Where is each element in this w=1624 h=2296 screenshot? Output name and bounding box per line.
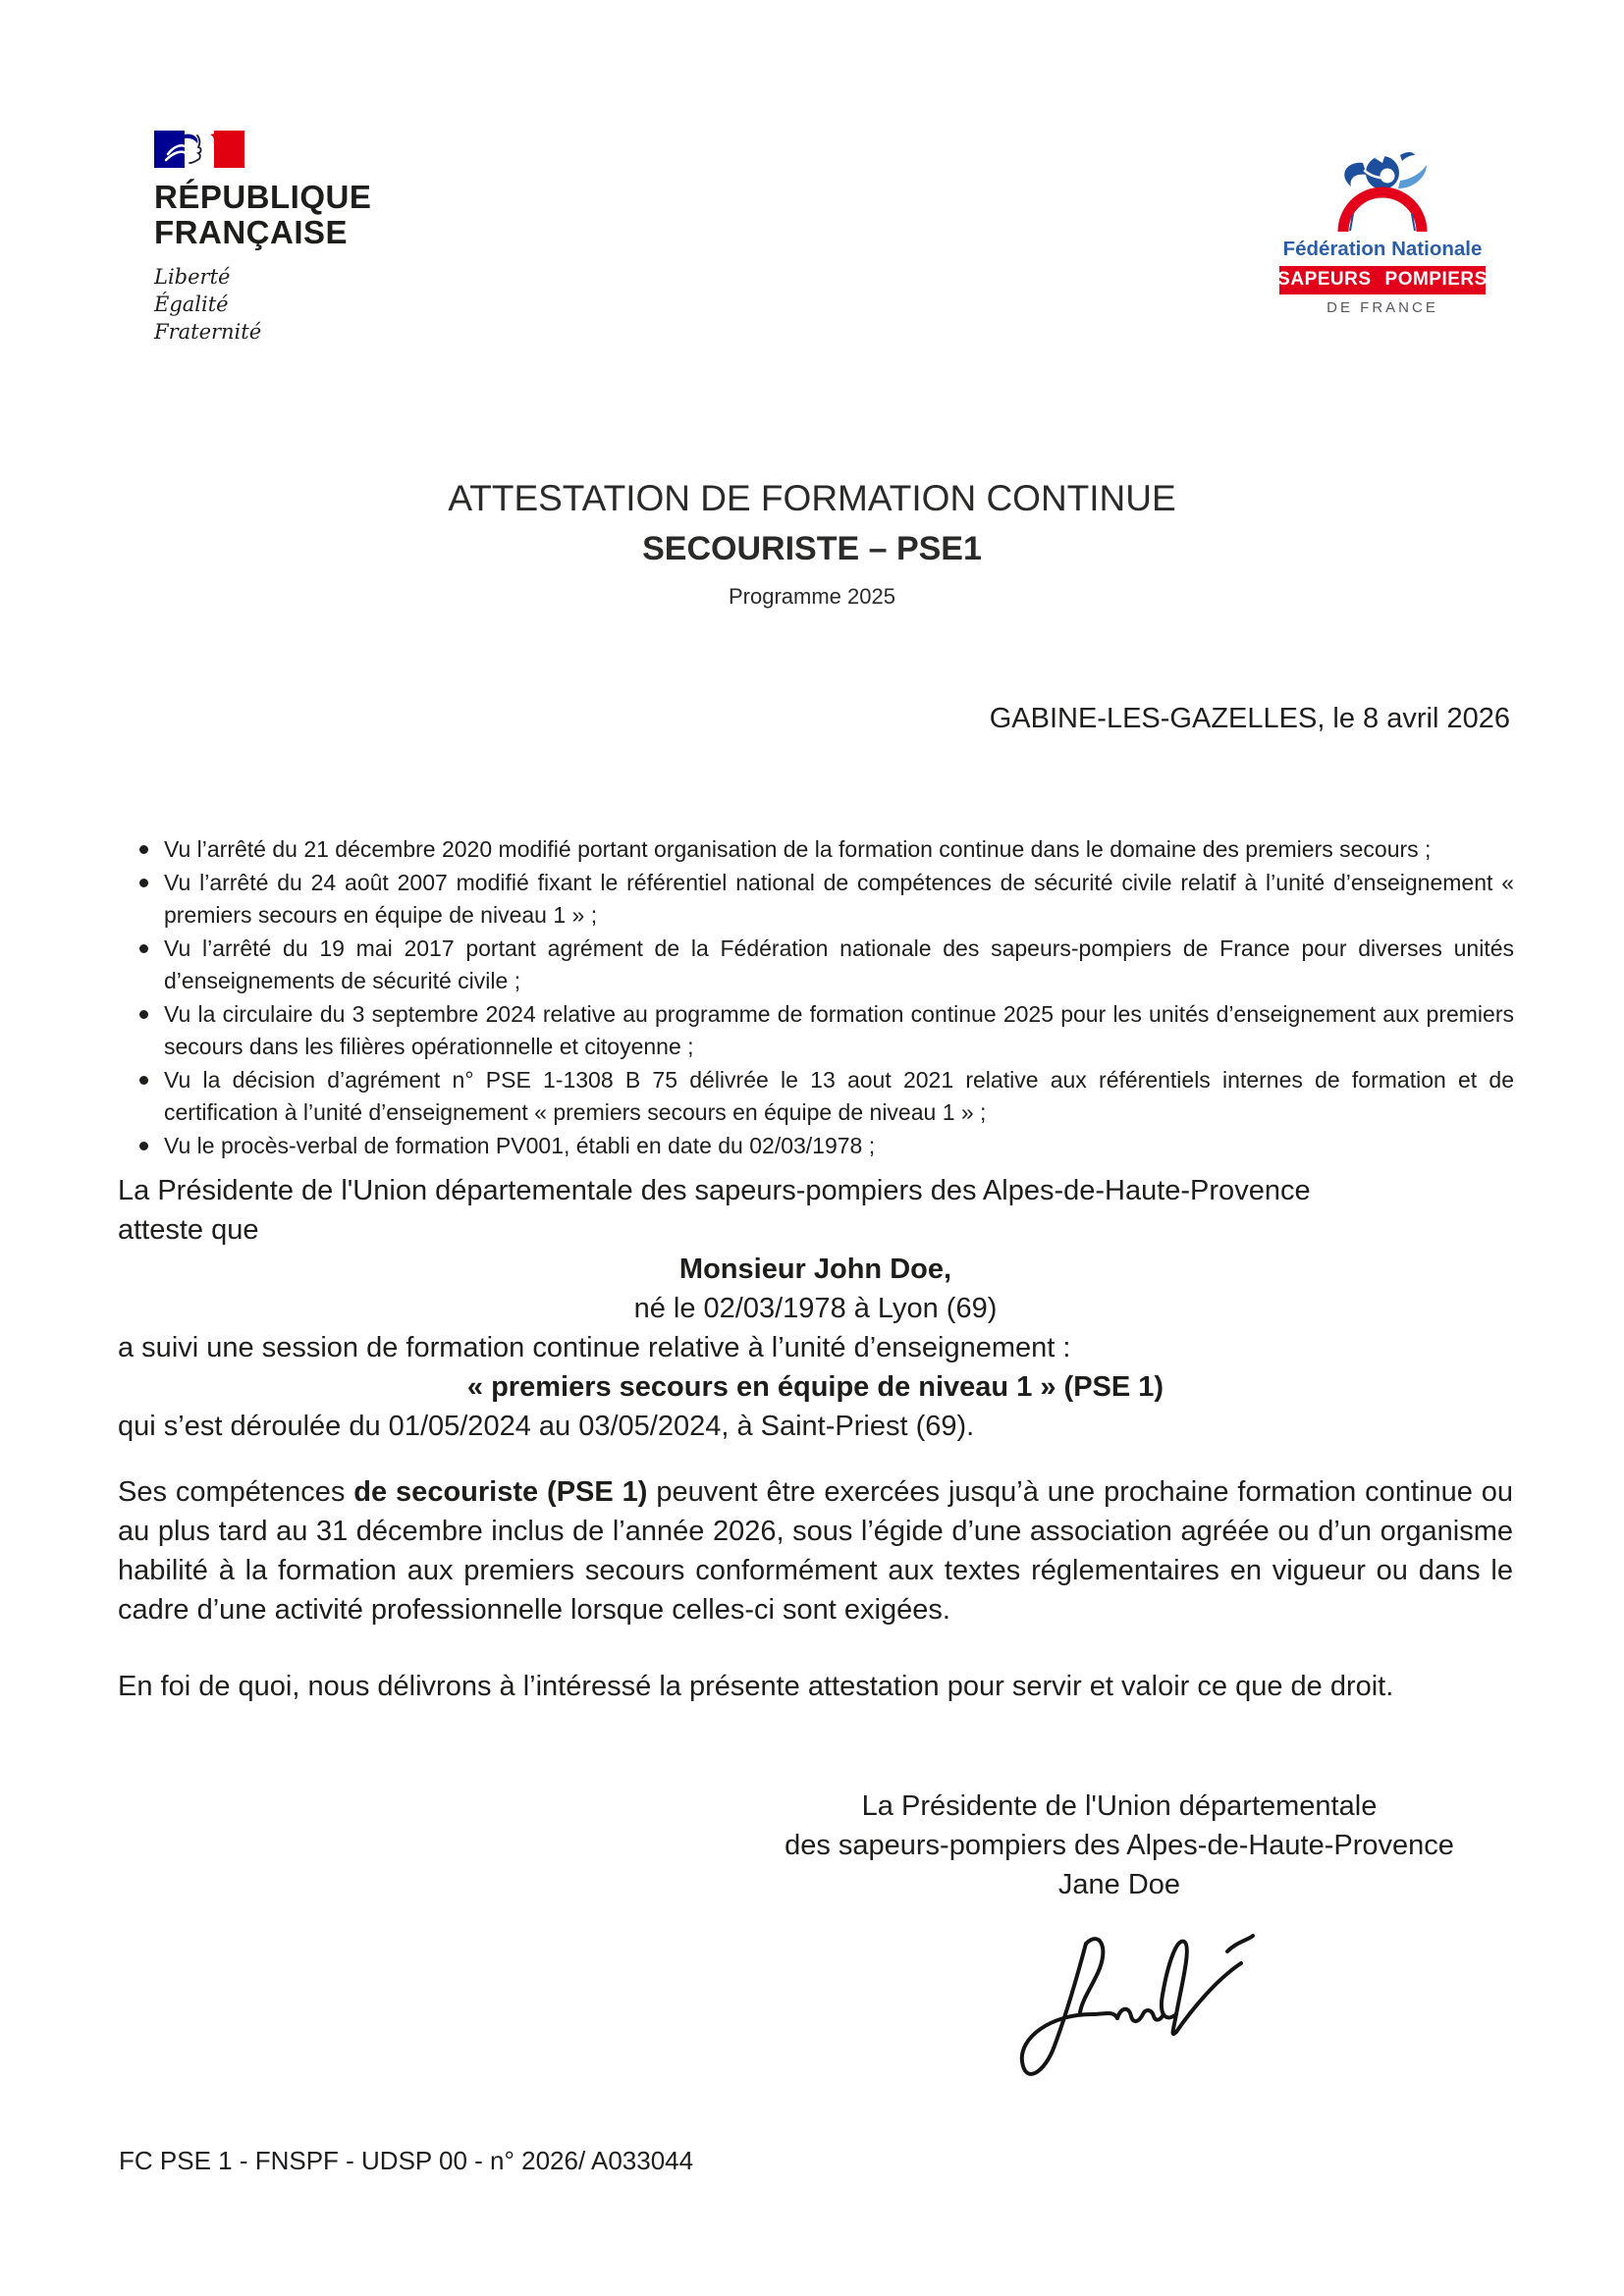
attestation-subtitle: SECOURISTE – PSE1	[642, 530, 982, 567]
footer-reference: FC PSE 1 - FNSPF - UDSP 00 - n° 2026/ A033044	[119, 2146, 694, 2175]
title-block	[0, 478, 1624, 610]
motto-egalite: Égalité	[154, 293, 229, 316]
unit-line: « premiers secours en équipe de niveau 1 » (PSE 1)	[466, 1371, 1164, 1403]
banner-word-pompiers: POMPIERS	[1384, 269, 1488, 290]
signatory-name: Jane Doe	[1057, 1869, 1181, 1900]
separator-icon	[1377, 277, 1380, 284]
reference-item: Vu le procès-verbal de formation PV001, établi en date du 02/03/1978 ;	[137, 1130, 1514, 1162]
signatory-title-line1: La Présidente de l'Union départementale	[861, 1790, 1378, 1822]
place-date-line: GABINE-LES-GAZELLES, le 8 avril 2026	[989, 703, 1510, 734]
republique-motto	[154, 263, 371, 346]
motto-fraternite: Fraternité	[154, 320, 262, 344]
reference-item: Vu l’arrêté du 19 mai 2017 portant agrément de la Fédération nationale des sapeurs-pompiers de France pour diverses unités d’enseignements de sécurité civile ;	[137, 933, 1514, 997]
marianne-flag-icon	[154, 131, 244, 168]
intro-line-1: La Présidente de l'Union départementale des sapeurs-pompiers des Alpes-de-Haute-Provence	[118, 1175, 1311, 1206]
republique-name-line2: FRANÇAISE	[154, 214, 349, 250]
fnspf-de-france-label: DE FRANCE	[1326, 299, 1438, 316]
banner-word-sapeurs: SAPEURS	[1277, 269, 1372, 290]
attestation-title: ATTESTATION DE FORMATION CONTINUE	[448, 478, 1176, 518]
motto-liberte: Liberté	[154, 265, 231, 289]
validity-paragraph	[118, 1472, 1513, 1629]
fnspf-logo	[1279, 147, 1486, 316]
republique-francaise-logo	[154, 131, 371, 346]
session-line: a suivi une session de formation continue relative à l’unité d’enseignement :	[118, 1332, 1071, 1363]
fnspf-helmet-icon	[1327, 147, 1437, 236]
republique-name	[154, 180, 371, 250]
trainee-name: Monsieur John Doe,	[678, 1254, 952, 1285]
body-copy	[118, 1171, 1513, 1706]
period-line: qui s’est déroulée du 01/05/2024 au 03/05/2024, à Saint-Priest (69).	[118, 1411, 975, 1442]
signatory-title-line2: des sapeurs-pompiers des Alpes-de-Haute-Provence	[785, 1830, 1454, 1861]
republique-name-line1: RÉPUBLIQUE	[154, 179, 372, 215]
reference-item: Vu la circulaire du 3 septembre 2024 relative au programme de formation continue 2025 pour les unités d’enseignement aux premiers secours dans les filières opérationnelle et citoyenne ;	[137, 998, 1514, 1063]
signature-block	[609, 1787, 1624, 1904]
validity-suffix: peuvent être exercées jusqu’à une prochaine formation continue ou au plus tard au 31 décembre inclus de l’année 2026, sous l’égide d’une association agréée ou d’un organisme habilité à la formation aux premiers secours conformément aux textes réglementaires en vigueur ou dans le cadre d’une activité professionnelle lorsque celles-ci sont exigées.	[118, 1476, 1514, 1626]
reference-item: Vu l’arrêté du 21 décembre 2020 modifié portant organisation de la formation continue dans le domaine des premiers secours ;	[137, 833, 1514, 866]
fnspf-name: Fédération Nationale	[1282, 238, 1483, 260]
reference-item: Vu la décision d’agrément n° PSE 1-1308 B 75 délivrée le 13 aout 2021 relative aux référentiels internes de formation et de certification à l’unité d’enseignement « premiers secours en équipe de niveau 1 » ;	[137, 1064, 1514, 1129]
signature-image	[1009, 1912, 1255, 2138]
intro-line-2: atteste que	[118, 1214, 259, 1246]
birth-line: né le 02/03/1978 à Lyon (69)	[633, 1293, 998, 1324]
programme-label: Programme 2025	[729, 584, 895, 609]
references-list	[137, 833, 1514, 1163]
reference-item: Vu l’arrêté du 24 août 2007 modifié fixant le référentiel national de compétences de sécurité civile relatif à l’unité d’enseignement « premiers secours en équipe de niveau 1 » ;	[137, 867, 1514, 932]
validity-bold: de secouriste (PSE 1)	[353, 1476, 648, 1508]
validity-prefix: Ses compétences	[118, 1476, 354, 1508]
closing-line: En foi de quoi, nous délivrons à l’intéressé la présente attestation pour servir et valoir ce que de droit.	[118, 1671, 1394, 1702]
intro-paragraph	[118, 1171, 1513, 1250]
sapeurs-pompiers-banner	[1279, 266, 1486, 294]
